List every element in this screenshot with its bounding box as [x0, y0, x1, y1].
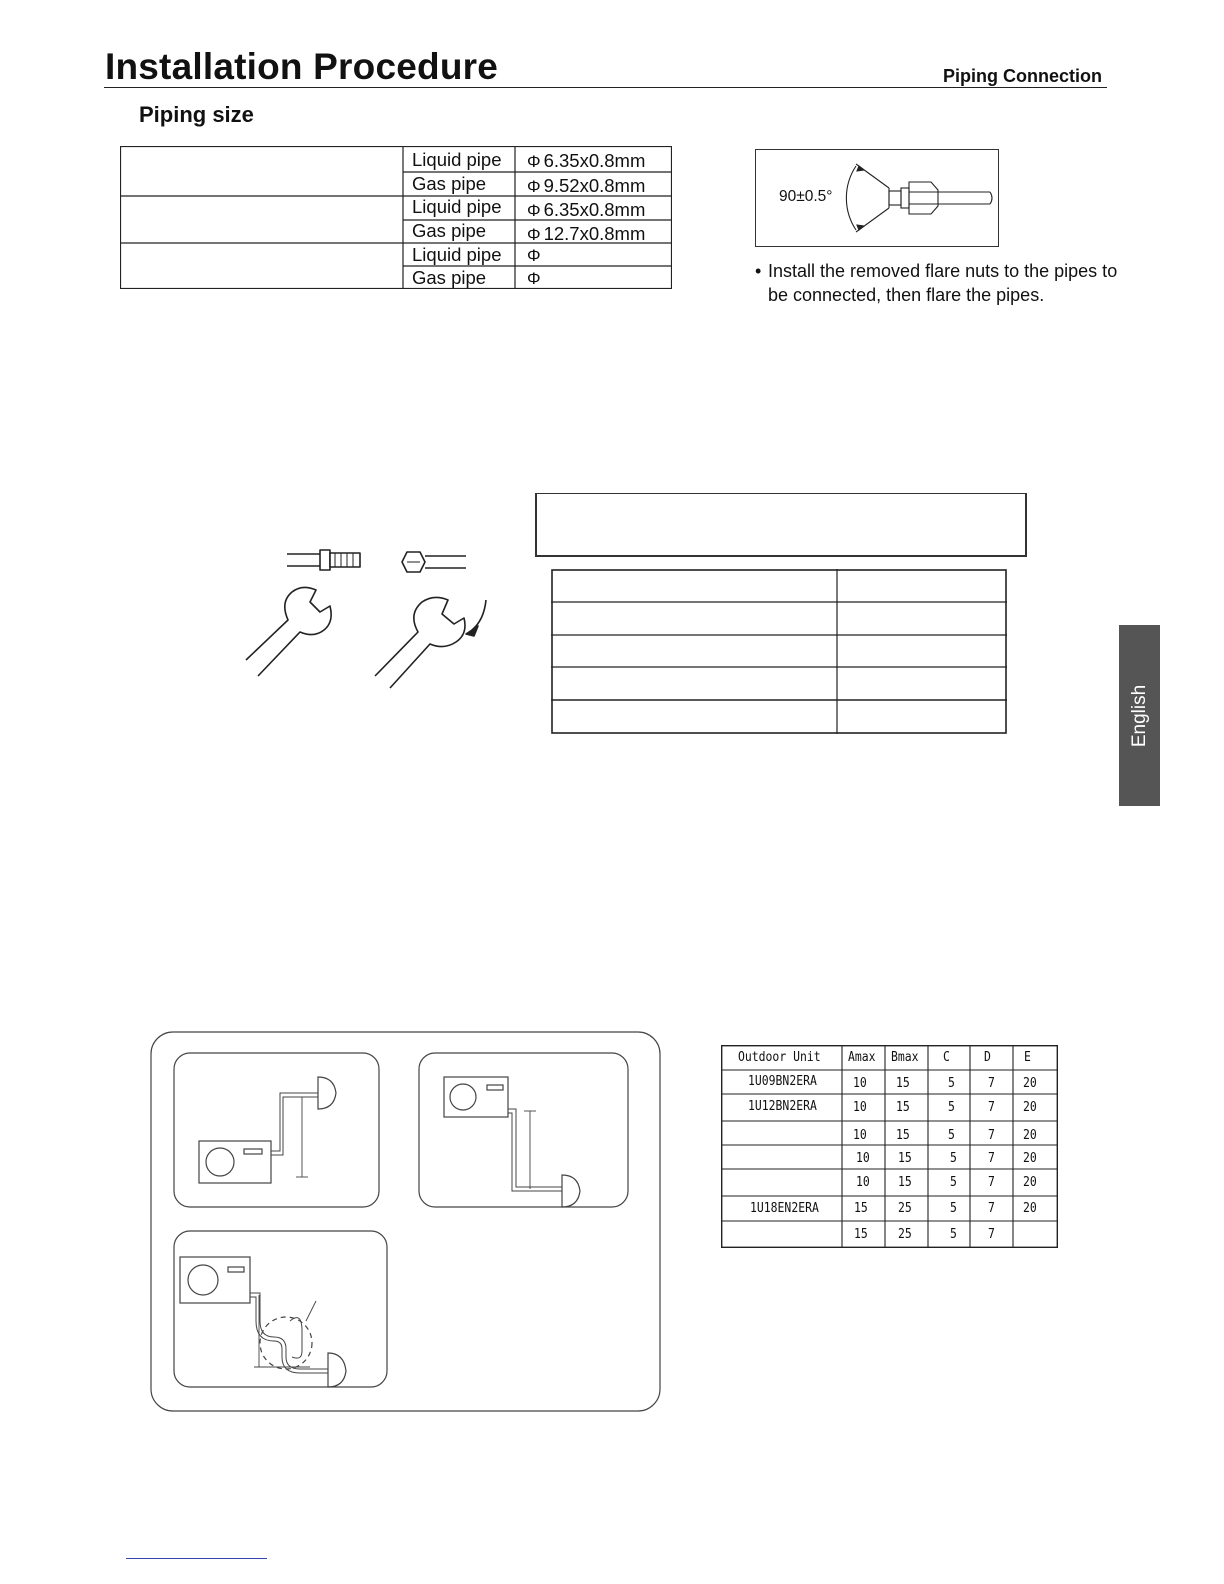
table-cell: 10 — [856, 1151, 870, 1166]
pipe-size: Φ 6.35x0.8mm — [527, 150, 646, 171]
phi-symbol: Φ — [527, 152, 541, 171]
table-cell: 7 — [988, 1175, 995, 1190]
piping-size-table — [120, 146, 672, 289]
phi-symbol: Φ — [527, 225, 541, 244]
phi-symbol: Φ — [527, 201, 541, 220]
pipe-label: Gas pipe — [412, 220, 487, 241]
header-cell: Amax — [848, 1050, 876, 1065]
table-cell: 15 — [896, 1100, 910, 1115]
torque-table — [551, 569, 1007, 734]
table-cell: 5 — [950, 1227, 957, 1242]
table-cell: 20 — [1023, 1128, 1037, 1143]
pipe-size: Φ 9.52x0.8mm — [527, 175, 646, 196]
table-cell: 1U12BN2ERA — [748, 1099, 817, 1114]
bullet: • — [755, 261, 762, 281]
wrench-drawing — [240, 540, 500, 690]
header-rule — [104, 87, 1107, 88]
installation-figure — [150, 1031, 661, 1412]
table-cell: 15 — [854, 1201, 868, 1216]
header-cell: Bmax — [891, 1050, 919, 1065]
pipe-label: Gas pipe — [412, 173, 487, 194]
table-cell: 20 — [1023, 1076, 1037, 1091]
table-cell: 5 — [950, 1201, 957, 1216]
flare-angle-label: 90±0.5° — [779, 188, 833, 205]
table-cell: 10 — [853, 1100, 867, 1115]
header-cell: Outdoor Unit — [738, 1050, 821, 1065]
table-cell: 7 — [988, 1151, 995, 1166]
table-cell: 7 — [988, 1227, 995, 1242]
table-cell: 10 — [853, 1076, 867, 1091]
table-cell: 15 — [898, 1175, 912, 1190]
table-cell: 1U18EN2ERA — [750, 1201, 819, 1216]
wrench-figure — [240, 540, 500, 690]
language-tab — [1119, 625, 1160, 806]
pipe-size: Φ 12.7x0.8mm — [527, 223, 646, 244]
piping-length-table — [721, 1045, 1058, 1248]
pipe-size — [527, 267, 544, 289]
table-cell: 5 — [948, 1076, 955, 1091]
flare-note-text: Install the removed flare nuts to the pipes to be connected, then flare the pipes. — [768, 261, 1118, 305]
torque-table-grid — [551, 569, 1007, 734]
phi-symbol: Φ — [527, 269, 541, 288]
table-cell: 5 — [948, 1128, 955, 1143]
phi-symbol: Φ — [527, 177, 541, 196]
header-cell: D — [984, 1050, 991, 1065]
table-cell: 1U09BN2ERA — [748, 1074, 817, 1089]
table-cell: 20 — [1023, 1100, 1037, 1115]
table-cell: 15 — [854, 1227, 868, 1242]
pipe-label: Gas pipe — [412, 267, 487, 288]
header-cell: E — [1024, 1050, 1031, 1065]
header-cell: C — [943, 1050, 950, 1065]
table-cell: 7 — [988, 1128, 995, 1143]
flare-note — [755, 260, 1135, 307]
table-cell: 7 — [988, 1100, 995, 1115]
pipe-label: Liquid pipe — [412, 244, 502, 265]
table-cell: 20 — [1023, 1201, 1037, 1216]
pipe-label: Liquid pipe — [412, 196, 502, 217]
torque-box — [535, 493, 1027, 557]
table-cell: 10 — [853, 1128, 867, 1143]
table-cell: 7 — [988, 1201, 995, 1216]
table-cell: 5 — [950, 1151, 957, 1166]
table-cell: 15 — [896, 1076, 910, 1091]
table-cell: 15 — [896, 1128, 910, 1143]
table-cell: 5 — [950, 1175, 957, 1190]
table-cell: 20 — [1023, 1175, 1037, 1190]
table-cell: 15 — [898, 1151, 912, 1166]
footer-link-line — [126, 1558, 267, 1559]
pipe-label: Liquid pipe — [412, 149, 502, 170]
page-title: Installation Procedure — [105, 46, 498, 87]
table-cell: 25 — [898, 1201, 912, 1216]
table-cell: 5 — [948, 1100, 955, 1115]
language-label: English — [1128, 684, 1150, 747]
phi-symbol: Φ — [527, 246, 541, 265]
table-cell: 25 — [898, 1227, 912, 1242]
pipe-size: Φ 6.35x0.8mm — [527, 199, 646, 220]
section-label: Piping Connection — [943, 66, 1102, 86]
table-cell: 10 — [856, 1175, 870, 1190]
flare-angle-figure — [755, 149, 999, 247]
installation-drawing — [150, 1031, 661, 1412]
table-cell: 7 — [988, 1076, 995, 1091]
piping-size-title: Piping size — [139, 102, 254, 127]
pipe-size — [527, 244, 544, 266]
table-cell: 20 — [1023, 1151, 1037, 1166]
